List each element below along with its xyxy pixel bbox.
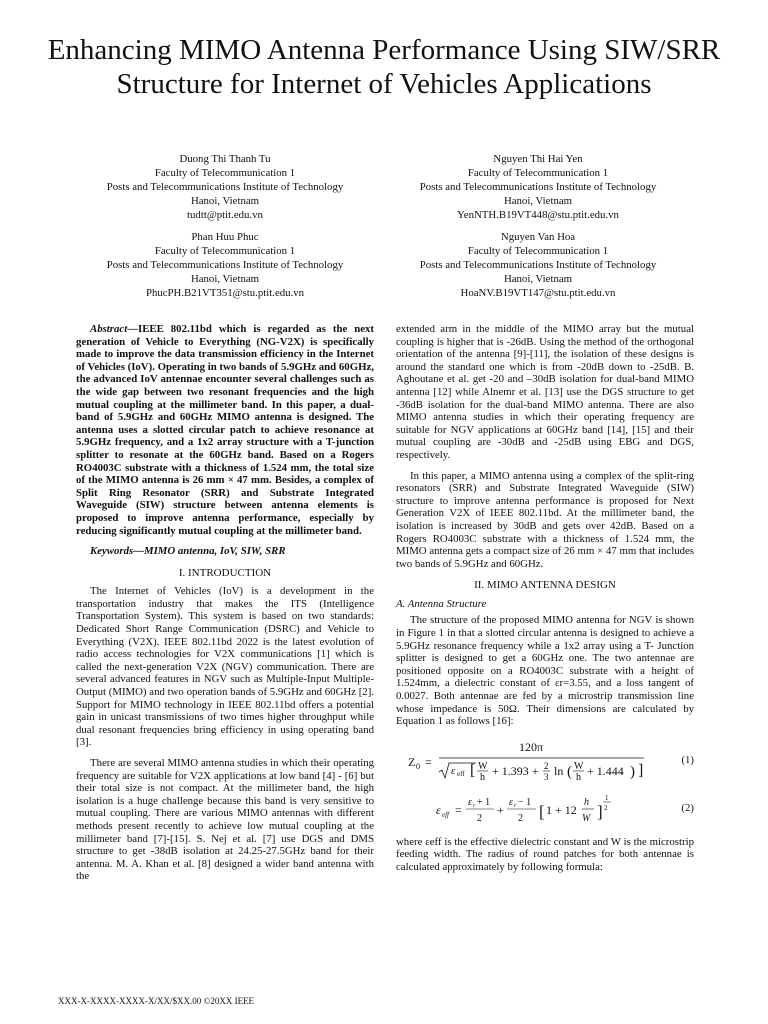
paragraph: The Internet of Vehicles (IoV) is a development in the transportation industry that makes the ITS (Intelligence Transportation System). This system is based on two standards: Dedicated Short Range Communication (DSRC) and Vehicle to Everything (V2X). IEEE 802.11bd 2022 is the latest evolution of radio access technologies for V2X communications [1] which is called the next-generation V2X (NGV) communication. There are several advanced features in NGV such as Multiple-Input Multiple-Output (MIMO) and two operation bands of 5.9GHz and 60GHz [2]. Support for MIMO technology in IEEE 802.11bd offers a potential gain in unicast transmissions of two times higher throughput while dual resonant frequencies bring efficiency in using operating band [3]. <box>76 585 374 749</box>
svg-text:[: [ <box>470 761 476 779</box>
author-email: PhucPH.B21VT351@stu.ptit.edu.vn <box>145 287 305 299</box>
svg-text:ε: ε <box>436 802 441 817</box>
author-block <box>373 152 703 222</box>
svg-text:2: 2 <box>477 812 482 824</box>
equation-number: (1) <box>681 753 694 766</box>
equation-2-graphic <box>396 790 656 830</box>
svg-text:2: 2 <box>518 812 523 824</box>
svg-text:(: ( <box>567 763 572 780</box>
svg-text:]: ] <box>597 801 603 821</box>
svg-text:+ 1: + 1 <box>477 796 491 808</box>
svg-text:3: 3 <box>544 771 549 782</box>
svg-text:ε: ε <box>468 796 472 808</box>
svg-text:[: [ <box>539 801 545 821</box>
svg-text:h: h <box>480 771 485 783</box>
svg-text:h: h <box>576 771 581 783</box>
svg-text:]: ] <box>638 761 644 779</box>
keywords-label: Keywords <box>90 545 134 558</box>
svg-text:h: h <box>584 796 589 808</box>
svg-text:1 + 12: 1 + 12 <box>546 802 577 817</box>
svg-text:120π: 120π <box>518 739 544 754</box>
author-name: Duong Thi Thanh Tu <box>179 153 271 165</box>
svg-text:ln: ln <box>554 763 564 778</box>
svg-text:W: W <box>574 760 584 772</box>
svg-text:− 1: − 1 <box>518 796 532 808</box>
svg-text:ε: ε <box>509 796 513 808</box>
paragraph: There are several MIMO antenna studies in which their operating frequency are suitable for V2X applications at low band [4] - [6] but their total size is not compact. At the millimeter band, the high isolation is a huge challenge because this band is very sensitive to mutual coupling. There are various MIMO antennas with different methods present recently to achieve low mutual coupling at the millimeter band [7]-[15]. S. Nej et al. [7] use DGS and DMS structure to get -38dB isolation at 24.25-27.5GHz band for their antenna. M. A. Khan et al. [8] designed a wider band antenna with the <box>76 757 374 883</box>
right-column <box>396 323 694 882</box>
equation-1 <box>396 736 694 784</box>
left-column <box>76 323 374 891</box>
author-block <box>373 230 703 300</box>
svg-text:+: + <box>497 802 504 817</box>
author-city: Hanoi, Vietnam <box>503 195 573 207</box>
svg-text:): ) <box>630 763 635 780</box>
keywords-text: —MIMO antenna, IoV, SIW, SRR <box>133 545 286 558</box>
author-city: Hanoi, Vietnam <box>190 195 260 207</box>
author-org: Posts and Telecommunications Institute of Technology <box>106 181 344 193</box>
abstract-label: Abstract <box>90 323 128 335</box>
author-dept: Faculty of Telecommunication 1 <box>467 167 609 179</box>
paper-title: Enhancing MIMO Antenna Performance Using SIW/SRR Structure for Internet of Vehicles Applications <box>47 34 721 100</box>
author-org: Posts and Telecommunications Institute of Technology <box>419 181 657 193</box>
svg-text:+ 1.393 +: + 1.393 + <box>492 763 539 778</box>
author-email: YenNTH.B19VT448@stu.ptit.edu.vn <box>457 209 619 221</box>
svg-text:W: W <box>478 760 488 772</box>
equation-number: (2) <box>681 801 694 814</box>
svg-text:0: 0 <box>416 761 420 771</box>
author-org: Posts and Telecommunications Institute of Technology <box>106 259 344 271</box>
author-dept: Faculty of Telecommunication 1 <box>154 245 296 257</box>
author-name: Nguyen Van Hoa <box>500 231 576 243</box>
equation-1-graphic <box>396 736 656 784</box>
svg-text:W: W <box>582 812 591 824</box>
paragraph: In this paper, a MIMO antenna using a complex of the split-ring resonators (SRR) and Substrate Integrated Waveguide (SIW) structure to improve antenna performance is proposed for Next Generation V2X of IEEE 802.11bd. At the millimeter band, the isolation is increased by 30dB and gets over 42dB. Based on a Rogers RO4003C substrate with a thickness of 1.524 mm, the MIMO antenna gets a compact size of 26 mm × 47 mm that includes two bands of 5.9GHz and 60GHz. <box>396 469 694 570</box>
svg-text:ε: ε <box>451 764 456 777</box>
svg-text:2: 2 <box>604 803 608 812</box>
copyright-footer: XXX-X-XXXX-XXXX-X/XX/$XX.00 ©20XX IEEE <box>58 996 255 1006</box>
author-name: Phan Huu Phuc <box>191 231 259 243</box>
abstract <box>76 323 374 537</box>
section-heading-design: II. MIMO ANTENNA DESIGN <box>474 579 616 592</box>
svg-text:eff: eff <box>457 769 465 778</box>
keywords <box>76 545 374 558</box>
author-email: tudtt@ptit.edu.vn <box>187 209 263 221</box>
equation-2 <box>396 790 694 830</box>
author-block <box>60 230 390 300</box>
svg-text:+ 1.444: + 1.444 <box>587 763 624 778</box>
author-email: HoaNV.B19VT147@stu.ptit.edu.vn <box>460 287 616 299</box>
paragraph: extended arm in the middle of the MIMO array but the mutual coupling is higher that is -26dB. Using the method of the orthogonal orientation of the antenna [9]-[11], the isolation of these designs is around the standard one which is from -20dB down to -25dB. B. Aghoutane et al. get -20 and –30dB isolation for dual-band MIMO antenna [12] while Alnemr et al. [13] use the DGS structure to get -36dB isolation for the dual-band MIMO antenna. There are also MIMO antenna studies in which their operating frequency are suitable for NGV applications at 60GHz band [14], [15] and their mutual coupling are -30dB and -25dB using EBG and DGS, respectively. <box>396 323 694 461</box>
svg-text:1: 1 <box>605 793 609 802</box>
svg-text:2: 2 <box>544 760 549 771</box>
svg-text:=: = <box>455 802 462 817</box>
author-dept: Faculty of Telecommunication 1 <box>467 245 609 257</box>
author-city: Hanoi, Vietnam <box>503 273 573 285</box>
svg-text:=: = <box>425 754 432 769</box>
abstract-text: —IEEE 802.11bd which is regarded as the next generation of Vehicle to Everything (NG-V2X) is specifically made to improve the data transmission efficiency in the Internet of Vehicles (IoV). Operating in two bands of 5.9GHz and 60GHz, the advanced IoV antennae encounter several challenges such as the wide gap between two resonant frequencies and the high mutual coupling at the millimeter band. In this paper, a dual-band of 5.9GHz and 60GHz MIMO antenna is designed. The antenna uses a slotted circular patch to achieve resonance at 5.9GHz frequency, and a 1x2 array structure with a T-junction splitter to resonate at the 60GHz band. Based on a Rogers RO4003C substrate with a thickness of 1.524 mm, the total size of the MIMO antenna is 26 mm × 47 mm. Besides, a complex of Split Ring Resonator (SRR) and Substrate Integrated Waveguide (SIW) structure between antenna elements is proposed to improve antenna performance, especially by reducing significantly mutual coupling at the millimeter band. <box>76 323 374 537</box>
author-org: Posts and Telecommunications Institute of Technology <box>419 259 657 271</box>
svg-text:r: r <box>473 802 476 809</box>
paragraph: The structure of the proposed MIMO antenna for NGV is shown in Figure 1 in that a slotted circular antenna is designed to achieve a 5.9GHz resonance frequency while a 1x2 array using a T- Junction splitter is designed to get a 60GHz one. The two antennae are positioned opposite on a RO4003C substrate with a height of 1.524mm, a dielectric constant of εr=3.55, and a loss tangent of 0.0027. Both antennae are fed by a microstrip transmission line whose impedance is 50Ω. Their dimensions are calculated by Equation 1 as follows [16]: <box>396 614 694 728</box>
svg-text:eff: eff <box>442 810 449 819</box>
svg-text:r: r <box>514 802 517 809</box>
author-city: Hanoi, Vietnam <box>190 273 260 285</box>
paragraph: where εeff is the effective dielectric constant and W is the microstrip feeding width. The radius of round patches for both antennae is calculated approximately by following formula: <box>396 835 694 873</box>
section-heading-introduction: I. INTRODUCTION <box>178 566 272 579</box>
author-block <box>60 152 390 222</box>
author-dept: Faculty of Telecommunication 1 <box>154 167 296 179</box>
author-name: Nguyen Thi Hai Yen <box>493 153 583 165</box>
svg-text:Z: Z <box>408 754 416 769</box>
subsection-heading: A. Antenna Structure <box>396 597 487 610</box>
